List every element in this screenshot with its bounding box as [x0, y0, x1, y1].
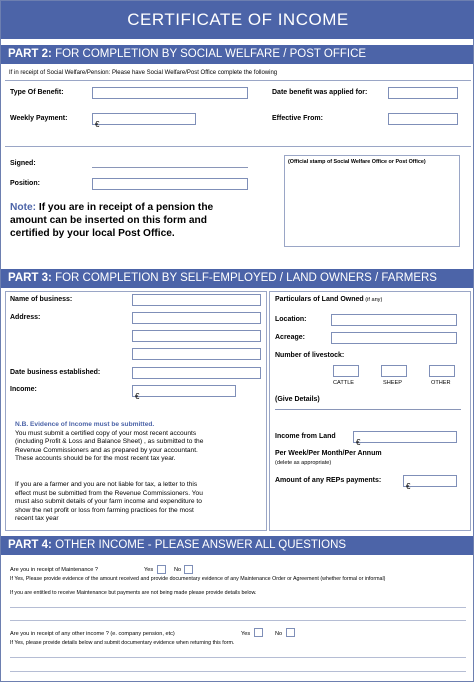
position-label: Position: [10, 180, 40, 187]
note-line-1: If you are in receipt of a pension the [36, 202, 214, 213]
other-label: OTHER [431, 380, 451, 386]
income-from-land-label: Income from Land [275, 433, 336, 440]
maintenance-yes-label: Yes [144, 567, 154, 573]
details-line-2[interactable] [10, 620, 466, 621]
give-details-label: (Give Details) [275, 396, 320, 403]
details-line-3[interactable] [10, 657, 466, 658]
location-field[interactable] [331, 314, 457, 326]
position-field[interactable] [92, 178, 248, 190]
maintenance-yes-checkbox[interactable] [157, 565, 166, 574]
weekly-payment-label: Weekly Payment: [10, 115, 68, 122]
part3-heading-text: FOR COMPLETION BY SELF-EMPLOYED / LAND OWNERS / FARMERS [51, 272, 437, 284]
address-label: Address: [10, 314, 41, 321]
maintenance-no-checkbox[interactable] [184, 565, 193, 574]
part2-divider-2 [5, 146, 471, 147]
date-established-label: Date business established: [10, 369, 101, 376]
part2-heading-text: FOR COMPLETION BY SOCIAL WELFARE / POST OFFICE [51, 48, 367, 60]
euro-symbol: € [135, 392, 140, 401]
name-of-business-label: Name of business: [10, 296, 73, 303]
date-established-field[interactable] [132, 367, 261, 379]
part4-label: PART 4: [8, 539, 52, 551]
effective-from-label: Effective From: [272, 115, 323, 122]
other-income-no-label: No [275, 631, 283, 637]
reps-field[interactable] [403, 475, 457, 491]
other-income-detail: If Yes, please provide details below and submit documentary evidence when returning this form. [10, 640, 235, 646]
farmer-line: must also submit details of your farm income and expenditure to [15, 498, 202, 506]
address-field-1[interactable] [132, 312, 261, 324]
part4-heading [1, 536, 473, 555]
if-any-text: (if any) [363, 297, 383, 303]
farmer-line: effect must be submitted from the Revenue Commissioners. You [15, 489, 203, 497]
official-stamp-box [284, 155, 460, 247]
sheep-field[interactable] [381, 365, 407, 377]
farmer-line: If you are a farmer and you are not liable for tax, a letter to this [15, 481, 198, 488]
maintenance-not-paid: If you are entitled to receive Maintenance but payments are not being made please provide details below. [10, 590, 257, 596]
euro-symbol: € [356, 438, 361, 447]
name-of-business-field[interactable] [132, 294, 261, 306]
stamp-label: (Official stamp of Social Welfare Office or Post Office) [288, 159, 426, 165]
particulars-label [275, 296, 382, 303]
part3-heading [1, 269, 473, 288]
signed-label: Signed: [10, 160, 36, 167]
acreage-label: Acreage: [275, 334, 305, 341]
cattle-label: CATTLE [333, 380, 355, 386]
land-panel [269, 291, 471, 531]
delete-label: (delete as appropriate) [275, 460, 332, 466]
sheep-label: SHEEP [383, 380, 402, 386]
weekly-payment-field[interactable] [92, 113, 196, 129]
evidence-line: You must submit a certified copy of your most recent accounts [15, 429, 197, 437]
other-livestock-field[interactable] [429, 365, 455, 377]
details-line-1[interactable] [10, 607, 466, 608]
income-label: Income: [10, 386, 37, 393]
form-title: CERTIFICATE OF INCOME [1, 1, 474, 39]
part2-divider [5, 80, 471, 81]
evidence-line: Revenue Commissioners and as prepared by your accountant. [15, 446, 198, 454]
particulars-text: Particulars of Land Owned [275, 296, 364, 303]
farmer-note [15, 481, 203, 524]
other-income-question: Are you in receipt of any other income ? (e. company pension, etc) [10, 631, 175, 637]
part3-label: PART 3: [8, 272, 52, 284]
euro-symbol: € [406, 482, 411, 491]
part2-intro: If in receipt of Social Welfare/Pension: Please have Social Welfare/Post Office complete the following [9, 70, 278, 76]
maintenance-no-label: No [174, 567, 182, 573]
type-of-benefit-field[interactable] [92, 87, 248, 99]
details-line-4[interactable] [10, 671, 466, 672]
evidence-line: (including Profit & Loss and Balance Sheet) , as submitted to the [15, 438, 204, 446]
maintenance-question: Are you in receipt of Maintenance ? [10, 567, 98, 573]
other-income-yes-checkbox[interactable] [254, 628, 263, 637]
evidence-note [15, 421, 203, 464]
signed-line[interactable] [92, 167, 248, 168]
effective-from-field[interactable] [388, 113, 458, 125]
reps-label: Amount of any REPs payments: [275, 477, 382, 484]
euro-symbol: € [95, 120, 100, 129]
location-label: Location: [275, 316, 307, 323]
note-line-3: certified by your local Post Office. [10, 228, 175, 239]
date-applied-field[interactable] [388, 87, 458, 99]
note-line-2: amount can be inserted on this form and [10, 215, 207, 226]
per-week-label: Per Week/Per Month/Per Annum [275, 450, 382, 457]
cattle-field[interactable] [333, 365, 359, 377]
other-income-yes-label: Yes [241, 631, 251, 637]
date-applied-label: Date benefit was applied for: [272, 89, 368, 96]
pension-note [10, 201, 213, 240]
address-field-2[interactable] [132, 330, 261, 342]
farmer-line: recent tax year [15, 515, 59, 523]
note-label: Note: [10, 202, 37, 213]
address-field-3[interactable] [132, 348, 261, 360]
part2-label: PART 2: [8, 48, 52, 60]
evidence-line: These accounts should be for the most recent tax year. [15, 455, 176, 463]
acreage-field[interactable] [331, 332, 457, 344]
type-of-benefit-label: Type Of Benefit: [10, 89, 64, 96]
part2-heading [1, 45, 473, 64]
evidence-title: N.B. Evidence of Income must be submitted. [15, 421, 155, 428]
farmer-line: show the net profit or loss from farming practices for the most [15, 506, 194, 514]
livestock-label: Number of livestock: [275, 352, 345, 359]
maintenance-detail: If Yes, Please provide evidence of the amount received and provide documentary evidence of any Maintenance Order or Agreement (whether formal or informal) [10, 576, 386, 582]
income-from-land-field[interactable] [353, 431, 457, 447]
part4-heading-text: OTHER INCOME - PLEASE ANSWER ALL QUESTIONS [51, 539, 347, 551]
income-field[interactable] [132, 385, 236, 401]
other-income-no-checkbox[interactable] [286, 628, 295, 637]
give-details-line[interactable] [275, 409, 461, 410]
